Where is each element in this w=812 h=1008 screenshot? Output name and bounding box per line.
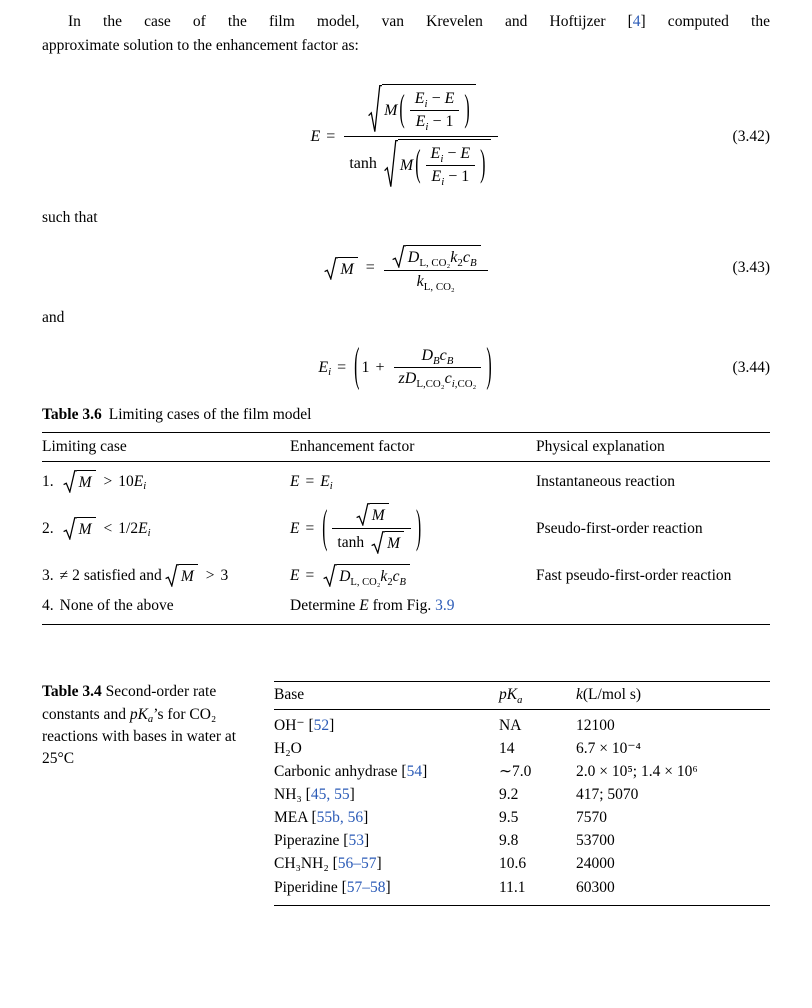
sqrt-radical-icon [62, 517, 77, 540]
radicand [370, 503, 389, 526]
math-variable-D: D [421, 347, 433, 365]
subscript-B: B [399, 576, 406, 588]
sqrt [383, 139, 492, 189]
equation-number: (3.44) [732, 358, 770, 376]
denominator [410, 111, 460, 133]
k-units: (L/mol s) [582, 686, 642, 704]
math-expression [431, 168, 469, 186]
equals-sign: = [337, 358, 347, 376]
base-name: CH₃NH₂ [ [274, 855, 338, 873]
minus-sign: − [432, 113, 442, 131]
cell-limiting-case [42, 597, 290, 615]
subscript-2: 2 [457, 256, 463, 269]
cell-k: 7570 [576, 809, 607, 827]
cell-physical-explanation: Pseudo-first-order reaction [536, 519, 703, 537]
fraction [384, 243, 488, 293]
math-variable-D: D [407, 249, 420, 267]
subscript-B: B [433, 354, 440, 367]
math-expression [361, 359, 390, 377]
condition-text: satisfied and [83, 566, 162, 584]
subscript-i: i [424, 97, 428, 110]
math-variable-E: E [318, 358, 329, 376]
table-row [42, 498, 770, 559]
text-part: from Fig. [368, 597, 436, 615]
subscript-i: i [143, 481, 147, 492]
cell-pka: 9.8 [499, 832, 519, 850]
k-symbol: k [576, 686, 583, 704]
math-variable-M: M [78, 521, 92, 539]
minus-sign: − [448, 168, 458, 186]
math-number: 1 [461, 168, 470, 186]
math-expression [417, 273, 455, 291]
cell-k: 2.0 × 10⁵; 1.4 × 10⁶ [576, 762, 698, 780]
not-equal-sign: ≠ [59, 566, 69, 584]
table-3-4-section [42, 681, 770, 906]
denominator [394, 368, 482, 390]
numerator [344, 82, 498, 136]
subscript-i: i [425, 120, 429, 133]
equation-number: (3.43) [732, 259, 770, 277]
math-expression [408, 249, 477, 267]
column-header-base: Base [274, 686, 305, 704]
radicand [337, 564, 410, 587]
subscript-i: i [329, 481, 333, 492]
right-paren: ) [416, 502, 422, 554]
math-variable-E: E [431, 168, 442, 186]
denominator [384, 271, 488, 293]
column-header-enhancement-factor: Enhancement factor [290, 438, 415, 456]
math-variable-M [384, 102, 397, 120]
math-variable-M: M [384, 101, 398, 119]
cell-enhancement-factor [290, 597, 536, 615]
sqrt-radical-icon [164, 564, 179, 587]
cell-base [274, 854, 499, 874]
cell-base [274, 739, 499, 759]
table-row [274, 737, 770, 760]
math-expression [421, 347, 453, 365]
numerator [410, 88, 460, 110]
sqrt-radical-icon [322, 564, 337, 587]
math-variable-c: c [392, 568, 400, 586]
fraction [394, 345, 482, 390]
table-3-4 [274, 681, 770, 906]
math-number: 1 [361, 358, 370, 376]
radicand [385, 531, 404, 554]
math-variable-z: z [398, 370, 405, 388]
citation-link[interactable]: 52 [313, 716, 330, 734]
base-name: Piperidine [ [274, 878, 347, 896]
denominator [426, 166, 476, 188]
fraction [410, 88, 460, 133]
cell-physical-explanation: Fast pseudo-first-order reaction [536, 566, 732, 584]
math-variable-k: k [450, 249, 458, 267]
math-expression [416, 113, 454, 131]
equation-body [318, 340, 493, 392]
table-caption-label: Table 3.6 [42, 406, 102, 424]
math-variable-k: k [380, 568, 388, 586]
base-name: NH₃ [ [274, 785, 311, 803]
sqrt [164, 564, 198, 587]
row-number: 4. [42, 597, 54, 615]
math-variable-D: D [339, 568, 351, 586]
cell-limiting-case [42, 564, 290, 587]
intro-paragraph [42, 10, 770, 58]
subscript-L-CO2: L,CO₂ [416, 377, 445, 390]
sqrt [355, 503, 389, 526]
equation-body [321, 243, 490, 293]
base-name: OH⁻ [ [274, 716, 314, 734]
equation-number: (3.42) [732, 127, 770, 145]
math-variable-E: E [133, 472, 144, 490]
math-number: 10 [118, 472, 134, 490]
denominator [344, 137, 498, 191]
cell-pka: 14 [499, 739, 515, 757]
table-row [274, 853, 770, 876]
such-that-text: such that [42, 209, 98, 227]
right-paren: ) [480, 143, 486, 185]
cell-enhancement-factor [290, 473, 536, 491]
subscript-i: i [440, 152, 444, 165]
cell-physical-explanation: Instantaneous reaction [536, 472, 676, 490]
greater-than-sign: > [205, 566, 215, 584]
citation-link[interactable]: 56–57 [337, 855, 377, 873]
base-name: ] [385, 878, 391, 896]
sqrt [62, 517, 96, 540]
math-variable-k: k [416, 273, 424, 291]
tanh-function: tanh [349, 155, 377, 173]
radicand [179, 564, 198, 587]
cell-base [274, 785, 499, 805]
intro-line1 [42, 10, 770, 34]
cell-base [274, 716, 499, 736]
table-caption-text: Limiting cases of the film model [108, 406, 312, 424]
radicand [398, 139, 492, 189]
math-variable-E: E [290, 519, 300, 537]
table-header-row [42, 432, 770, 462]
row-number: 1. [42, 472, 54, 490]
base-name: H₂O [274, 739, 302, 757]
math-variable-M [400, 157, 413, 175]
base-name: ] [363, 809, 369, 827]
math-variable-E: E [310, 127, 321, 145]
math-variable-E: E [460, 145, 471, 163]
cell-limiting-case [42, 517, 290, 540]
pk-symbol: pK [129, 705, 148, 723]
cell-k: 417; 5070 [576, 785, 639, 803]
math-variable-E: E [320, 472, 330, 490]
subscript-i: i [147, 528, 151, 539]
table-header-row [274, 681, 770, 710]
intro-text: ] computed the [640, 13, 770, 30]
intro-line2: approximate solution to the enhancement factor as: [42, 37, 359, 55]
math-lhs [318, 359, 352, 377]
subscript-L-CO2: L, CO₂ [423, 280, 455, 293]
math-variable-E: E [138, 519, 148, 537]
fraction [332, 501, 411, 556]
subscript-i-CO2 [452, 378, 477, 390]
plus-sign: + [375, 358, 385, 376]
row-number: 3. [42, 566, 54, 584]
numerator [426, 143, 476, 165]
math-variable-D: D [404, 370, 417, 388]
right-paren: ) [486, 340, 492, 392]
cell-base [274, 808, 499, 828]
base-name: ] [329, 716, 335, 734]
table-row [42, 462, 770, 498]
and-text: and [42, 309, 65, 327]
subscript-B: B [446, 354, 454, 367]
equation-3-42 [42, 82, 770, 191]
math-variable-E: E [430, 145, 441, 163]
table-caption-text: Second-order rate constants and [42, 683, 217, 723]
cell-base [274, 878, 499, 898]
sqrt-radical-icon [370, 531, 385, 554]
fraction [426, 143, 476, 188]
left-paren: ( [399, 88, 405, 130]
table-row [274, 876, 770, 899]
citation-link[interactable]: 53 [348, 832, 364, 850]
denominator [332, 529, 411, 556]
math-expression [290, 520, 320, 538]
cell-pka: ∼7.0 [499, 762, 532, 780]
equals-sign: = [326, 127, 336, 145]
intro-text: In the case of the film model, van Krevelen and Hoftijzer [ [68, 13, 633, 30]
citation-link-4[interactable]: 4 [632, 13, 641, 30]
cell-k: 6.7 × 10⁻⁴ [576, 739, 641, 757]
right-paren: ) [464, 88, 470, 130]
math-variable-E: E [444, 90, 455, 108]
cell-pka: 11.1 [499, 878, 526, 896]
base-name: ] [349, 785, 355, 803]
tanh-function: tanh [337, 533, 365, 551]
math-variable-E: E [414, 90, 425, 108]
cell-pka: 10.6 [499, 855, 527, 873]
determine-text [290, 597, 454, 615]
figure-link-3-9[interactable]: 3.9 [435, 597, 455, 615]
subscript-L-CO2: L, CO₂ [350, 576, 381, 588]
math-lhs [311, 128, 342, 146]
minus-sign: − [447, 145, 457, 163]
subscript-CO2: ,CO₂ [454, 377, 477, 390]
cell-base [274, 831, 499, 851]
radicand [77, 470, 96, 493]
subscript-a: a [517, 694, 523, 706]
numerator [394, 345, 482, 367]
subscript-i: i [328, 366, 332, 379]
sqrt [62, 470, 96, 493]
column-header-limiting-case: Limiting case [42, 438, 127, 456]
left-paren: ( [415, 143, 421, 185]
math-number: 1 [445, 113, 454, 131]
sqrt-radical-icon [383, 139, 398, 189]
less-than-sign: < [103, 519, 113, 537]
table-3-4-caption [42, 681, 274, 906]
numerator [384, 243, 488, 270]
left-paren: ( [322, 502, 328, 554]
math-variable-E: E [290, 566, 300, 584]
table-row [42, 559, 770, 592]
equation-3-44 [42, 340, 770, 392]
math-expression [399, 370, 477, 388]
radicand [406, 245, 481, 268]
base-name: ] [422, 762, 428, 780]
table-3-6-caption [42, 406, 770, 424]
math-expression [339, 568, 406, 586]
base-name: ] [376, 855, 382, 873]
math-number: 3 [220, 566, 229, 584]
sqrt [367, 84, 476, 134]
cell-pka: NA [499, 716, 522, 734]
math-expression [200, 567, 229, 585]
math-variable-M: M [387, 535, 400, 553]
cell-k: 24000 [576, 855, 615, 873]
equals-sign: = [305, 472, 315, 490]
math-expression [98, 520, 151, 538]
column-header-k [576, 686, 770, 704]
sqrt-radical-icon [62, 470, 77, 493]
equals-sign: = [305, 519, 315, 537]
math-number: 2 [72, 566, 80, 584]
greater-than-sign: > [103, 472, 113, 490]
subscript-L-CO2: L, CO₂ [419, 256, 451, 269]
math-variable-M: M [340, 260, 354, 278]
sqrt-radical-icon [367, 84, 382, 134]
math-variable-M: M [399, 156, 414, 174]
sqrt-radical-icon [391, 245, 406, 268]
radicand [338, 257, 357, 280]
cell-k: 53700 [576, 832, 615, 850]
math-expression [415, 90, 455, 108]
math-expression [290, 567, 320, 585]
table-row [42, 592, 770, 624]
sqrt [370, 531, 404, 554]
equation-body [311, 82, 502, 191]
table-caption-label: Table 3.4 [42, 683, 102, 701]
math-variable-M: M [371, 507, 385, 525]
math-expression [98, 473, 147, 491]
sqrt-radical-icon [323, 257, 338, 280]
subscript-B: B [469, 256, 477, 269]
subscript-a: a [147, 713, 154, 725]
base-name: ] [363, 832, 370, 850]
base-name: MEA [ [274, 809, 317, 827]
table-body [274, 710, 770, 906]
table-row [274, 760, 770, 783]
table-row [274, 807, 770, 830]
citation-link[interactable]: 55b, 56 [316, 809, 364, 827]
table-3-6 [42, 432, 770, 625]
subscript-2: 2 [387, 576, 393, 588]
citation-link[interactable]: 57–58 [346, 878, 386, 896]
cell-base [274, 762, 499, 782]
text-part: Determine [290, 597, 360, 615]
citation-link[interactable]: 45, 55 [310, 785, 350, 803]
cell-pka: 9.2 [499, 785, 519, 803]
equation-3-43 [42, 243, 770, 293]
sqrt [322, 564, 410, 587]
cell-k: 60300 [576, 878, 615, 896]
radicand [77, 517, 96, 540]
math-variable-c: c [439, 347, 447, 365]
math-variable-E: E [359, 597, 369, 615]
sqrt-radical-icon [355, 503, 370, 526]
subscript-i: i [451, 377, 455, 390]
math-variable-c: c [462, 249, 470, 267]
base-name: Carbonic anhydrase [ [274, 762, 407, 780]
math-variable-c: c [444, 370, 452, 388]
table-caption-text: ’s for CO₂ reactions with bases in water at 25°C [42, 705, 237, 768]
fraction [344, 82, 498, 191]
math-variable-M: M [180, 568, 194, 586]
math-expression [290, 473, 333, 491]
left-paren: ( [354, 340, 360, 392]
column-header-pka [499, 686, 576, 704]
math-expression [60, 567, 162, 585]
math-expression [431, 145, 471, 163]
sqrt [391, 245, 481, 268]
base-name: Piperazine [ [274, 832, 349, 850]
cell-k: 12100 [576, 716, 615, 734]
condition-text: None of the above [59, 597, 174, 615]
math-variable-E: E [290, 472, 300, 490]
pk-symbol: pK [499, 686, 518, 704]
column-header-physical-explanation: Physical explanation [536, 438, 665, 456]
cell-limiting-case [42, 470, 290, 493]
table-row [274, 783, 770, 806]
equals-sign: = [365, 259, 375, 277]
minus-sign: − [431, 90, 441, 108]
subscript-i: i [441, 175, 445, 188]
cell-pka: 9.5 [499, 809, 519, 827]
equals-sign: = [305, 566, 315, 584]
table-row [274, 714, 770, 737]
cell-enhancement-factor [290, 564, 536, 587]
sqrt [323, 257, 357, 280]
math-number: 1/2 [118, 519, 139, 537]
cell-enhancement-factor [290, 501, 536, 556]
radicand [382, 84, 476, 134]
math-variable-E: E [415, 113, 426, 131]
numerator [332, 501, 411, 528]
citation-link[interactable]: 54 [406, 762, 423, 780]
table-row [274, 830, 770, 853]
math-variable-M: M [78, 474, 92, 492]
row-number: 2. [42, 519, 54, 537]
